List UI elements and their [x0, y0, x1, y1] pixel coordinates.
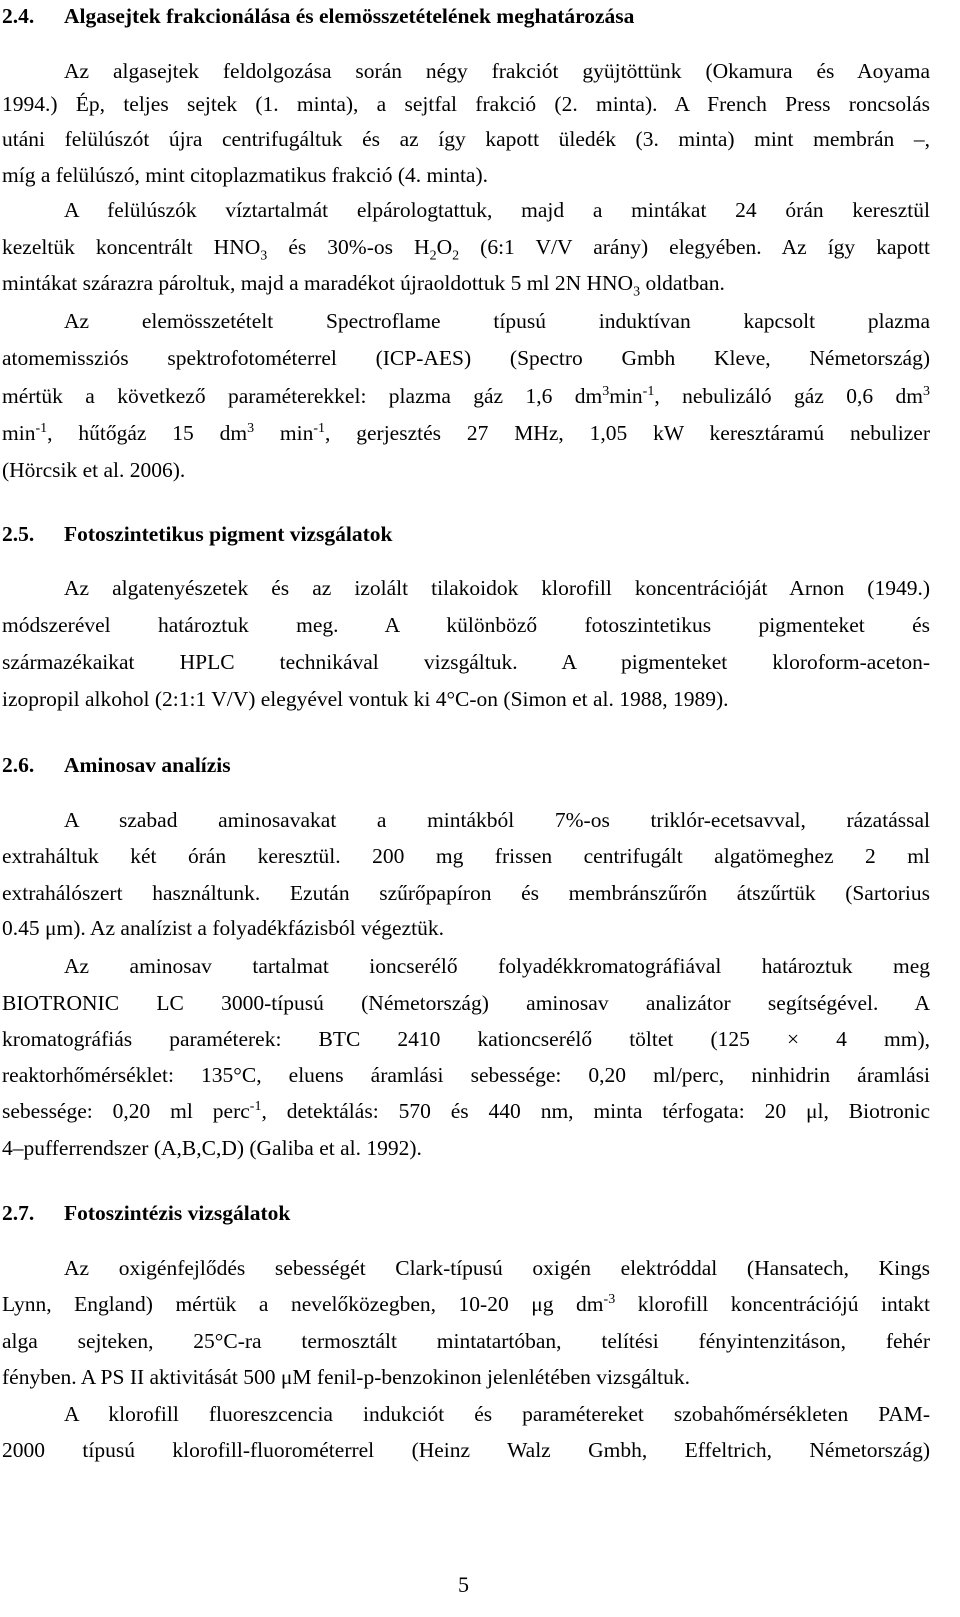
- paragraph-line: Az algasejtek feldolgozása során négy frakciót gyüjtöttünk (Okamura és Aoyama: [64, 59, 930, 83]
- paragraph-line: módszerével határoztuk meg. A különböző fotoszintetikus pigmenteket és: [2, 613, 930, 637]
- paragraph-line: kromatográfiás paraméterek: BTC 2410 kationcserélő töltet (125 × 4 mm),: [2, 1027, 930, 1051]
- paragraph-line: sebessége: 0,20 ml perc$^{-1}$, detektálás: 570 és 440 nm, minta térfogata: 20 μl, Biotronic: [2, 1098, 930, 1123]
- paragraph-line: (Hörcsik et al. 2006).: [2, 458, 186, 482]
- paragraph-line: izopropil alkohol (2:1:1 V/V) elegyével vontuk ki 4°C-on (Simon et al. 1988, 1989).: [2, 687, 729, 711]
- paragraph-line: extrahálószert használtunk. Ezután szűrőpapíron és membránszűrőn átszűrtük (Sartorius: [2, 881, 930, 905]
- paragraph-line: fényben. A PS II aktivitását 500 μM fenil-p-benzokinon jelenlétében vizsgáltuk.: [2, 1365, 691, 1389]
- section-heading-2-6: 2.6. Aminosav analízis: [2, 753, 231, 777]
- paragraph-line: reaktorhőmérséklet: 135°C, eluens áramlási sebessége: 0,20 ml/perc, ninhidrin áramlási: [2, 1063, 930, 1087]
- paragraph-line: Lynn, England) mértük a nevelőközegben, 10-20 μg $dm^{-3}$ klorofill koncentrációjú intakt: [2, 1291, 930, 1316]
- paragraph-line: Az aminosav tartalmat ioncserélő folyadékkromatográfiával határoztuk meg: [64, 954, 930, 978]
- section-heading-2-5: 2.5. Fotoszintetikus pigment vizsgálatok: [2, 522, 393, 546]
- paragraph-line: mintákat szárazra pároltuk, majd a maradékot újraoldottuk 5 ml 2N $HNO_3$ oldatban.: [2, 271, 725, 300]
- paragraph-line: 4–pufferrendszer (A,B,C,D) (Galiba et al. 1992).: [2, 1136, 422, 1160]
- paragraph-line: mértük a következő paraméterekkel: plazma gáz 1,6 $dm^3\min^{-1}$, nebulizáló gáz 0,6 $dm^3$: [2, 383, 930, 408]
- paragraph-line: A szabad aminosavakat a mintákból 7%-os triklór-ecetsavval, rázatással: [64, 808, 930, 832]
- section-heading-2-7: 2.7. Fotoszintézis vizsgálatok: [2, 1201, 291, 1225]
- paragraph-line: 2000 típusú klorofill-fluorométerrel (Heinz Walz Gmbh, Effeltrich, Németország): [2, 1438, 930, 1462]
- paragraph-line: extraháltuk két órán keresztül. 200 mg frissen centrifugált algatömeghez 2 ml: [2, 844, 930, 868]
- paragraph-line: utáni felülúszót újra centrifugáltuk és az így kapott üledék (3. minta) mint membrán –,: [2, 127, 930, 151]
- paragraph-line: kezeltük koncentrált $HNO_3$ és 30%-os $H_2O_2$ (6:1 V/V arány) elegyében. Az így kapott: [2, 235, 930, 264]
- paragraph-line: Az oxigénfejlődés sebességét Clark-típusú oxigén elektróddal (Hansatech, Kings: [64, 1256, 930, 1280]
- paragraph-line: Az algatenyészetek és az izolált tilakoidok klorofill koncentrációját Arnon (1949.): [64, 576, 930, 600]
- section-heading-2-4: 2.4. Algasejtek frakcionálása és elemösszetételének meghatározása: [2, 4, 635, 28]
- paragraph-line: 1994.) Ép, teljes sejtek (1. minta), a sejtfal frakció (2. minta). A French Press roncsolás: [2, 92, 930, 116]
- paragraph-line: míg a felülúszó, mint citoplazmatikus frakció (4. minta).: [2, 163, 489, 187]
- paragraph-line: A felülúszók víztartalmát elpárologtattuk, majd a mintákat 24 órán keresztül: [64, 198, 930, 222]
- paragraph-line: BIOTRONIC LC 3000-típusú (Németország) aminosav analizátor segítségével. A: [2, 991, 930, 1015]
- paragraph-line: 0.45 μm). Az analízist a folyadékfázisból végeztük.: [2, 916, 444, 940]
- paragraph-line: származékaikat HPLC technikával vizsgáltuk. A pigmenteket kloroform-aceton-: [2, 650, 930, 674]
- paragraph-line: alga sejteken, 25°C-ra termosztált mintatartóban, telítési fényintenzitáson, fehér: [2, 1329, 930, 1353]
- paragraph-line: A klorofill fluoreszcencia indukciót és paramétereket szobahőmérsékleten PAM-: [64, 1402, 930, 1426]
- paragraph-line: $\min^{-1}$, hűtőgáz 15 $dm^3$ $\min^{-1}$, gerjesztés 27 MHz, 1,05 kW keresztáramú nebulizer: [2, 420, 930, 445]
- paragraph-line: atomemissziós spektrofotométerrel (ICP-AES) (Spectro Gmbh Kleve, Németország): [2, 346, 930, 370]
- page-number: 5: [458, 1572, 469, 1597]
- paragraph-line: Az elemösszetételt Spectroflame típusú induktívan kapcsolt plazma: [64, 309, 930, 333]
